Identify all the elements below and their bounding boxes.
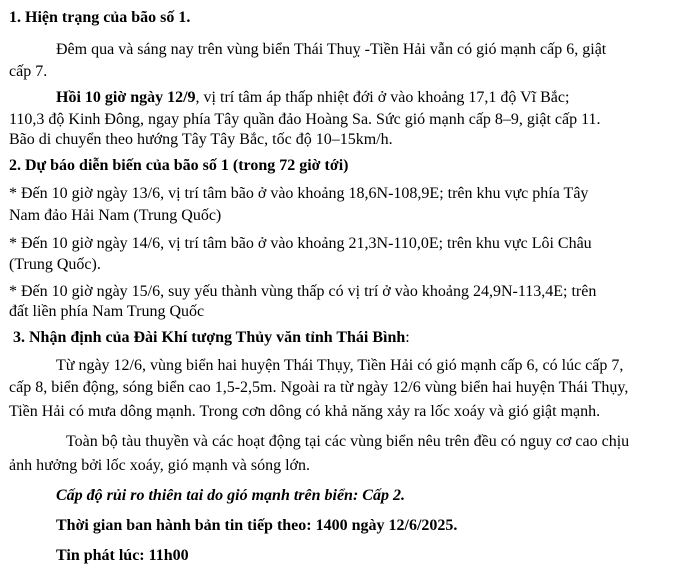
section-1-para-2-line-2: 110,3 độ Kinh Đông, ngay phía Tây quần đảo Hoàng Sa. Sức gió mạnh cấp 8–9, giật cấp 11.	[9, 111, 601, 128]
section-3-para-1-line-1: Từ ngày 12/6, vùng biển hai huyện Thái Thụy, Tiền Hải có gió mạnh cấp 6, có lúc cấp 7,	[56, 357, 624, 374]
forecast-item-2-line-1: * Đến 10 giờ ngày 14/6, vị trí tâm bão ở vào khoảng 21,3N-110,0E; trên khu vực Lôi Châu	[9, 235, 592, 252]
section-1-para-2-line-1-rest: , vị trí tâm áp thấp nhiệt đới ở vào khoảng 17,1 độ Vĩ Bắc;	[195, 89, 570, 106]
issued-time: Tin phát lúc: 11h00	[56, 547, 189, 564]
section-2-heading: 2. Dự báo diễn biến của bão số 1 (trong 72 giờ tới)	[9, 157, 349, 174]
forecast-item-1-line-1: * Đến 10 giờ ngày 13/6, vị trí tâm bão ở vào khoảng 18,6N-108,9E; trên khu vực phía Tây	[9, 185, 589, 202]
next-bulletin-time: Thời gian ban hành bản tin tiếp theo: 1400 ngày 12/6/2025.	[56, 517, 458, 534]
section-1-para-2-line-3: Bão di chuyển theo hướng Tây Tây Bắc, tốc độ 10–15km/h.	[9, 131, 393, 148]
section-1-heading: 1. Hiện trạng của bão số 1.	[9, 9, 191, 26]
risk-level: Cấp độ rủi ro thiên tai do gió mạnh trên biển: Cấp 2.	[56, 487, 405, 504]
section-1-time-label: Hồi 10 giờ ngày 12/9	[56, 89, 196, 106]
forecast-item-3-line-1: * Đến 10 giờ ngày 15/6, suy yếu thành vùng thấp có vị trí ở vào khoảng 24,9N-113,4E; trên	[9, 283, 597, 300]
forecast-item-3-line-2: đất liền phía Nam Trung Quốc	[9, 303, 205, 320]
section-3-para-2-line-1: Toàn bộ tàu thuyền và các hoạt động tại các vùng biển nêu trên đều có nguy cơ cao chịu	[66, 433, 630, 450]
section-3-heading: 3. Nhận định của Đài Khí tượng Thủy văn tỉnh Thái Bình:	[13, 329, 410, 346]
section-1-para-1-line-1: Đêm qua và sáng nay trên vùng biển Thái Thuỵ -Tiền Hải vẫn có gió mạnh cấp 6, giật	[56, 41, 607, 58]
section-1-para-2-line-1	[56, 88, 569, 108]
section-3-para-2-line-2: ảnh hưởng bởi lốc xoáy, gió mạnh và sóng lớn.	[9, 457, 310, 474]
forecast-item-2-line-2: (Trung Quốc).	[9, 256, 101, 273]
section-1-para-1-line-2: cấp 7.	[9, 63, 48, 80]
forecast-item-1-line-2: Nam đảo Hải Nam (Trung Quốc)	[9, 207, 222, 224]
section-3-para-1-line-3: Tiền Hải có mưa dông mạnh. Trong cơn dông có khả năng xảy ra lốc xoáy và gió giật mạnh.	[9, 403, 601, 420]
section-3-para-1-line-2: cấp 8, biển động, sóng biển cao 1,5-2,5m. Ngoài ra từ ngày 12/6 vùng biển hai huyện Thái Thụy,	[9, 379, 629, 396]
